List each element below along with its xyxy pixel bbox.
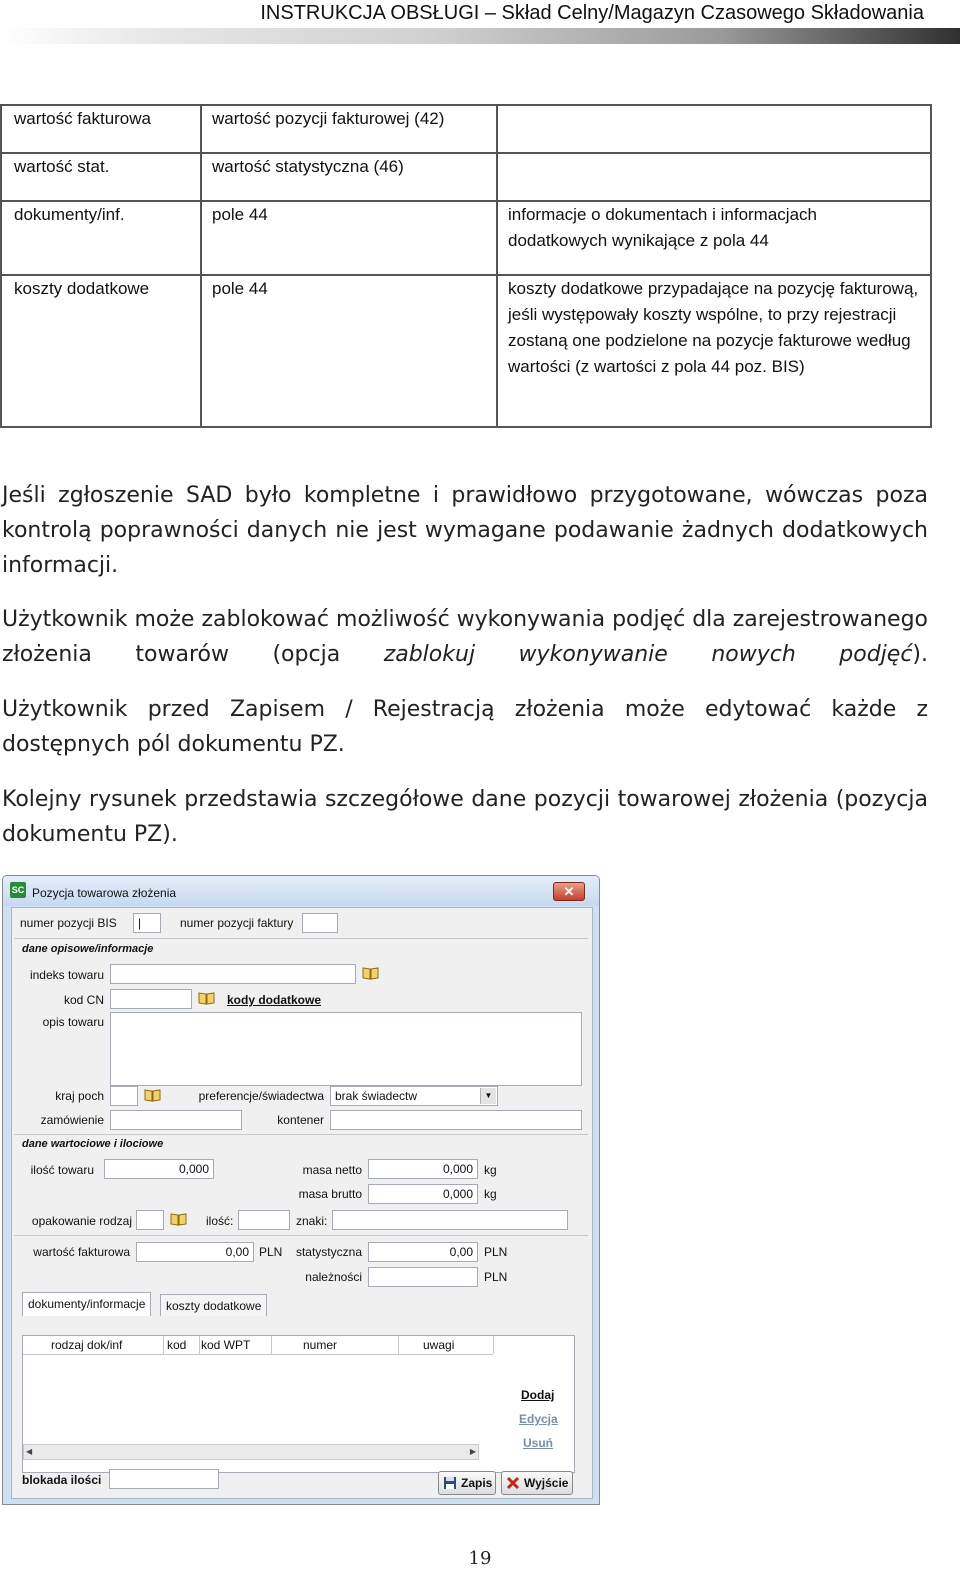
znaki-input[interactable] <box>332 1210 568 1230</box>
book-icon[interactable] <box>198 991 215 1005</box>
dialog-titlebar <box>3 876 599 906</box>
dodaj-link[interactable]: Dodaj <box>521 1388 555 1402</box>
table-cell: pole 44 <box>201 275 497 427</box>
numer-pozycji-bis-label: numer pozycji BIS <box>20 916 117 930</box>
masa-brutto-label: masa brutto <box>298 1187 362 1201</box>
naleznosci-unit: PLN <box>484 1270 508 1284</box>
table-row <box>1 105 931 153</box>
opis-towaru-label: opis towaru <box>42 1015 104 1029</box>
ilosc-label: ilość: <box>206 1214 234 1228</box>
wartosc-fakturowa-input[interactable]: 0,00 <box>136 1242 254 1262</box>
column-header: kod <box>167 1338 187 1352</box>
tab-dokumenty-informacje[interactable]: dokumenty/informacje <box>22 1292 151 1316</box>
blokada-ilosci-label: blokada ilości <box>22 1473 102 1487</box>
preferencje-select[interactable] <box>330 1086 498 1106</box>
naleznosci-input[interactable] <box>368 1267 478 1287</box>
wartosc-fakturowa-label: wartość fakturowa <box>33 1245 130 1259</box>
kontener-input[interactable] <box>330 1110 582 1130</box>
statystyczna-label: statystyczna <box>295 1245 362 1259</box>
numer-pozycji-faktury-label: numer pozycji faktury <box>180 916 294 930</box>
book-icon[interactable] <box>170 1212 187 1226</box>
table-cell: pole 44 <box>201 201 497 275</box>
table-cell: wartość pozycji fakturowej (42) <box>201 105 497 153</box>
table-row <box>1 201 931 275</box>
indeks-towaru-label: indeks towaru <box>29 968 104 982</box>
divider <box>271 1336 272 1354</box>
column-header: kod WPT <box>201 1338 251 1352</box>
naleznosci-label: należności <box>305 1270 362 1284</box>
numer-pozycji-bis-input[interactable]: | <box>133 913 161 933</box>
paragraph-text: ). <box>912 642 928 667</box>
divider <box>14 938 588 939</box>
kraj-poch-input[interactable] <box>110 1086 138 1106</box>
ilosc-towaru-input[interactable]: 0,000 <box>104 1159 214 1179</box>
zapis-button[interactable] <box>438 1471 496 1495</box>
option-name: zablokuj wykonywanie nowych podjęć <box>383 642 913 667</box>
kody-dodatkowe-link[interactable]: kody dodatkowe <box>227 993 322 1007</box>
statystyczna-input[interactable]: 0,00 <box>368 1242 478 1262</box>
divider <box>163 1336 164 1354</box>
blokada-ilosci-input[interactable] <box>109 1469 219 1489</box>
column-header: uwagi <box>423 1338 455 1352</box>
table-cell: koszty dodatkowe przypadające na pozycję fakturową, jeśli występowały koszty wspólne, to przy rejestracji zostaną one podzielone na pozycje fakturowe według wartości (z wartości z pola 44 poz. BIS) <box>497 275 931 427</box>
divider <box>14 1235 588 1236</box>
masa-netto-unit: kg <box>484 1163 497 1177</box>
table-cell: wartość stat. <box>1 153 201 201</box>
table-cell: informacje o dokumentach i informacjach dodatkowych wynikające z pola 44 <box>497 201 931 275</box>
wartosc-fakturowa-unit: PLN <box>259 1245 283 1259</box>
usun-link[interactable]: Usuń <box>523 1436 553 1450</box>
table-cell <box>497 105 931 153</box>
preferencje-label: preferencje/świadectwa <box>198 1089 324 1103</box>
book-icon[interactable] <box>144 1088 161 1102</box>
opis-towaru-textarea[interactable] <box>110 1012 582 1086</box>
tab-koszty-dodatkowe[interactable]: koszty dodatkowe <box>160 1294 267 1316</box>
column-header: rodzaj dok/inf <box>51 1338 123 1352</box>
dialog-title: Pozycja towarowa złożenia <box>32 886 177 900</box>
divider <box>199 1336 200 1354</box>
znaki-label: znaki: <box>296 1214 328 1228</box>
fields-table <box>0 104 932 428</box>
indeks-towaru-input[interactable] <box>110 964 356 984</box>
opakowanie-label: opakowanie rodzaj <box>31 1214 132 1228</box>
divider <box>398 1336 399 1354</box>
position-dialog <box>2 875 600 1505</box>
close-icon[interactable]: ✕ <box>553 882 585 901</box>
kontener-label: kontener <box>277 1113 324 1127</box>
horizontal-scrollbar[interactable] <box>23 1444 479 1460</box>
table-row <box>1 153 931 201</box>
arrow-right-icon[interactable]: ▶ <box>469 1447 476 1456</box>
kod-cn-input[interactable] <box>110 989 192 1009</box>
table-cell <box>497 153 931 201</box>
page-number: 19 <box>468 1548 492 1569</box>
paragraph-edit-fields: Użytkownik przed Zapisem / Rejestracją złożenia może edytować każde z dostępnych pól dokumentu PZ. <box>2 697 928 757</box>
zamowienie-label: zamówienie <box>40 1113 104 1127</box>
statystyczna-unit: PLN <box>484 1245 508 1259</box>
app-icon: SC <box>10 882 26 898</box>
numer-pozycji-faktury-input[interactable] <box>302 913 338 933</box>
ilosc-towaru-label: ilość towaru <box>30 1163 94 1177</box>
ilosc-input[interactable] <box>238 1210 290 1230</box>
table-cell: koszty dodatkowe <box>1 275 201 427</box>
masa-brutto-input[interactable]: 0,000 <box>368 1184 478 1204</box>
column-header: numer <box>303 1338 338 1352</box>
dialog-body <box>11 907 593 1499</box>
table-cell: dokumenty/inf. <box>1 201 201 275</box>
book-icon[interactable] <box>362 966 379 980</box>
kod-cn-label: kod CN <box>63 993 104 1007</box>
chevron-down-icon[interactable]: ▼ <box>480 1088 496 1104</box>
header-gradient-bar <box>0 28 960 44</box>
divider <box>493 1336 494 1354</box>
section-title-wartosciowe: dane wartociowe i ilociowe <box>22 1138 164 1150</box>
kraj-poch-label: kraj poch <box>55 1089 104 1103</box>
paragraph-sad-complete: Jeśli zgłoszenie SAD było kompletne i prawidłowo przygotowane, wówczas poza kontrolą poprawności danych nie jest wymagane podawanie żadnych dodatkowych informacji. <box>2 483 928 578</box>
floppy-disk-icon <box>443 1476 457 1490</box>
table-cell: wartość fakturowa <box>1 105 201 153</box>
masa-netto-input[interactable]: 0,000 <box>368 1159 478 1179</box>
close-icon <box>506 1476 520 1490</box>
preferencje-value: brak świadectw <box>335 1089 418 1103</box>
divider <box>14 1134 588 1135</box>
masa-netto-label: masa netto <box>302 1163 362 1177</box>
zapis-label: Zapis <box>461 1476 493 1490</box>
masa-brutto-unit: kg <box>484 1187 497 1201</box>
opakowanie-input[interactable] <box>136 1210 164 1230</box>
table-row <box>1 275 931 427</box>
arrow-left-icon[interactable]: ◀ <box>26 1447 33 1456</box>
paragraph-figure-intro: Kolejny rysunek przedstawia szczegółowe dane pozycji towarowej złożenia (pozycja dokumentu PZ). <box>2 787 928 847</box>
paragraph-text: Użytkownik może zablokować możliwość wykonywania podjęć dla zarejestrowanego złożenia towarów (opcja <box>2 607 929 667</box>
edycja-link[interactable]: Edycja <box>519 1412 558 1426</box>
paragraph-block-option <box>2 602 928 672</box>
table-cell: wartość statystyczna (46) <box>201 153 497 201</box>
wyjscie-button[interactable] <box>501 1471 573 1495</box>
document-header-title: INSTRUKCJA OBSŁUGI – Skład Celny/Magazyn Czasowego Składowania <box>260 2 924 24</box>
section-title-opisowe: dane opisowe/informacje <box>22 943 154 955</box>
wyjscie-label: Wyjście <box>524 1476 569 1490</box>
divider <box>23 1354 493 1355</box>
